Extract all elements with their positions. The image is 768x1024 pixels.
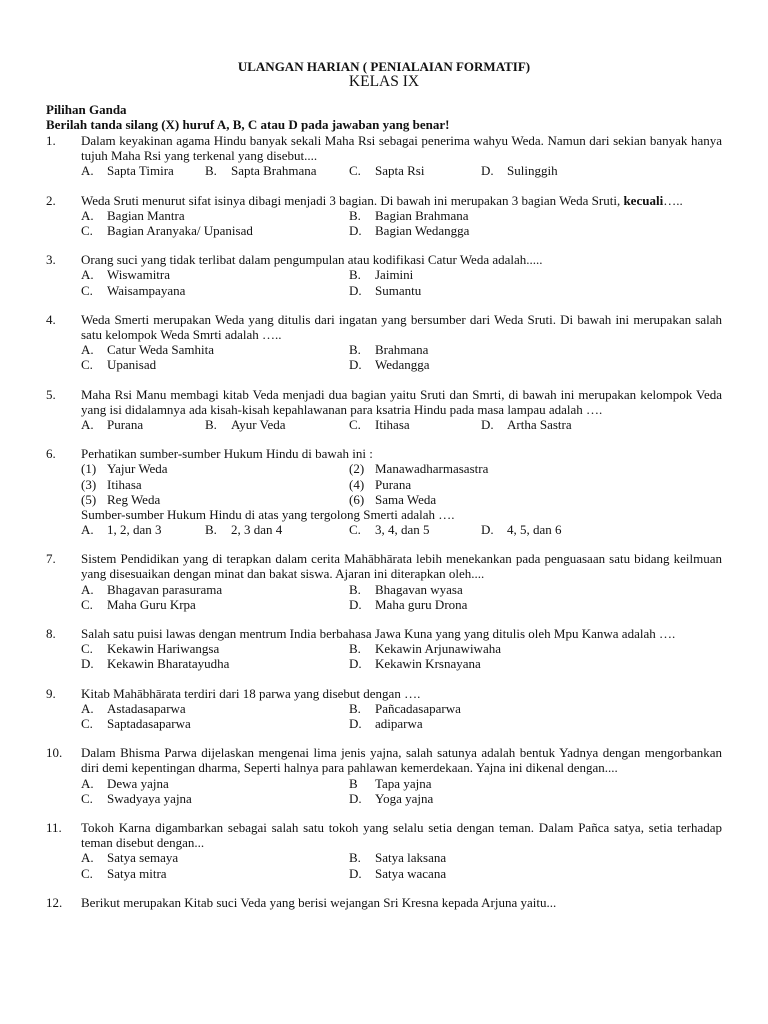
option-letter: A. — [81, 850, 94, 866]
option-letter: B. — [205, 522, 217, 538]
option-letter: A. — [81, 416, 94, 432]
option-text: Waisampayana — [107, 282, 186, 298]
option-letter: A. — [81, 775, 94, 791]
answer-options — [0, 641, 768, 671]
source-list-text: Purana — [375, 476, 412, 492]
question-text — [46, 192, 722, 208]
source-list-text: Manawadharmasastra — [375, 461, 489, 477]
question-number: 11. — [46, 820, 62, 835]
question-body: Perhatikan sumber-sumber Hukum Hindu di bawah ini : — [81, 446, 373, 462]
option-letter: C. — [81, 641, 93, 657]
option-text: Bagian Brahmana — [375, 207, 469, 223]
option-letter: D. — [349, 357, 362, 373]
option-text: adiparwa — [375, 716, 423, 732]
question-number: 10. — [46, 745, 63, 761]
answer-row — [0, 163, 768, 178]
option-letter: A. — [81, 581, 94, 597]
option-text: Wedangga — [375, 357, 430, 373]
option-text: Satya wacana — [375, 865, 447, 881]
option-text: Pañcadasaparwa — [375, 700, 461, 716]
question-number: 8. — [46, 626, 56, 642]
option-letter: B. — [349, 207, 361, 223]
source-list-row — [0, 492, 768, 507]
question-body: Tokoh Karna digambarkan sebagai salah satu tokoh yang selalu setia dengan teman. Dalam Pañca satya, setia terhadap teman disebut dengan... — [81, 820, 722, 851]
answer-options — [0, 776, 768, 806]
question-item — [0, 686, 768, 732]
question-body: Weda Sruti menurut sifat isinya dibagi menjadi 3 bagian. Di bawah ini merupakan 3 bagian Weda Sruti, — [81, 192, 621, 208]
question-item — [0, 626, 768, 672]
page-subtitle: KELAS IX — [348, 73, 420, 90]
option-letter: D. — [349, 865, 362, 881]
answer-row — [0, 597, 768, 612]
option-text: 3, 4, dan 5 — [375, 522, 430, 538]
option-letter: B. — [349, 581, 361, 597]
question-item — [0, 133, 768, 179]
question-ellipsis: ….. — [663, 192, 683, 208]
question-text — [46, 745, 722, 776]
option-letter: A. — [81, 163, 94, 179]
question-item — [0, 252, 768, 298]
option-text: Sapta Brahmana — [231, 163, 317, 179]
question-body: Maha Rsi Manu membagi kitab Veda menjadi dua bagian yaitu Sruti dan Smrti, di bawah ini merupakan kelompok Veda yang isi didalamnya ada kisah-kisah kepahlawanan para ksatria Hindu pada masa lampau adalah …. — [81, 386, 722, 417]
question-item — [0, 312, 768, 373]
answer-row — [0, 342, 768, 357]
question-body: Sistem Pendidikan yang di terapkan dalam cerita Mahābhārata lebih menekankan pada penguasaan satu bidang keilmuan yang disesuaikan dengan minat dan bakat siswa. Ajaran ini diterapkan oleh.... — [81, 551, 722, 582]
answer-options — [0, 417, 768, 432]
source-list-number: (2) — [349, 461, 365, 477]
question-item — [0, 820, 768, 881]
source-list-number: (3) — [81, 476, 97, 492]
option-text: Sumantu — [375, 282, 422, 298]
source-list-text: Sama Weda — [375, 491, 437, 507]
question-text — [46, 685, 722, 701]
option-text: Saptadasaparwa — [107, 716, 191, 732]
answer-options — [0, 267, 768, 297]
option-letter: D. — [349, 222, 362, 238]
source-list-number: (5) — [81, 491, 97, 507]
question-text — [46, 551, 722, 582]
option-text: Upanisad — [107, 357, 157, 373]
option-text: Bhagavan parasurama — [107, 581, 223, 597]
option-letter: C. — [81, 716, 93, 732]
option-text: Bagian Mantra — [107, 207, 185, 223]
question-number: 2. — [46, 192, 56, 208]
question-item — [0, 193, 768, 239]
question-body: Dalam Bhisma Parwa dijelaskan mengenai lima jenis yajna, salah satunya adalah bentuk Yadnya dengan mengorbankan diri demi kepentingan dharma, Seperti halnya para pahlawan kemerdekaan. Yajna ini dikenal dengan.... — [81, 745, 722, 776]
answer-options — [0, 701, 768, 731]
option-letter: C. — [81, 357, 93, 373]
option-text: Sulinggih — [507, 163, 558, 179]
source-list-row — [0, 477, 768, 492]
option-letter: D. — [349, 596, 362, 612]
option-letter: C. — [349, 416, 361, 432]
question-text — [46, 252, 722, 268]
question-number: 5. — [46, 386, 56, 402]
question-text — [46, 446, 722, 462]
option-text: Yoga yajna — [375, 790, 434, 806]
question-body: Weda Smerti merupakan Weda yang ditulis dari ingatan yang bersumber dari Weda Sruti. Di bawah ini merupakan salah satu kelompok Weda Smrti adalah ….. — [81, 311, 722, 342]
answer-row — [0, 866, 768, 881]
option-letter: D. — [481, 163, 494, 179]
answer-options — [0, 208, 768, 238]
option-letter: D. — [481, 522, 494, 538]
answer-row — [0, 417, 768, 432]
option-text: Wiswamitra — [107, 267, 171, 283]
option-text: Satya semaya — [107, 850, 179, 866]
option-text: Bagian Wedangga — [375, 222, 470, 238]
option-letter: C. — [81, 865, 93, 881]
answer-row — [0, 223, 768, 238]
section-heading: Pilihan Ganda — [46, 102, 127, 117]
option-letter: B. — [349, 641, 361, 657]
option-text: Kekawin Bharatayudha — [107, 656, 230, 672]
question-text — [46, 820, 722, 851]
option-text: Kekawin Hariwangsa — [107, 641, 220, 657]
option-text: Tapa yajna — [375, 775, 432, 791]
option-text: Jaimini — [375, 267, 414, 283]
answer-options — [0, 582, 768, 612]
option-text: Ayur Veda — [231, 416, 286, 432]
option-letter: C. — [349, 163, 361, 179]
option-letter: D. — [349, 656, 362, 672]
question-note: Sumber-sumber Hukum Hindu di atas yang tergolong Smerti adalah …. — [81, 506, 455, 522]
option-letter: D. — [349, 282, 362, 298]
answer-options — [0, 850, 768, 880]
answer-row — [0, 641, 768, 656]
option-text: Itihasa — [375, 416, 410, 432]
option-letter: B — [349, 775, 358, 791]
answer-row — [0, 522, 768, 537]
question-body: Salah satu puisi lawas dengan mentrum India berbahasa Jawa Kuna yang yang ditulis oleh Mpu Kanwa adalah …. — [81, 626, 676, 642]
answer-row — [0, 582, 768, 597]
source-list-number: (4) — [349, 476, 365, 492]
answer-row — [0, 716, 768, 731]
option-text: Sapta Rsi — [375, 163, 425, 179]
option-letter: D. — [481, 416, 494, 432]
answer-row — [0, 791, 768, 806]
source-list — [0, 461, 768, 507]
option-letter: C. — [81, 790, 93, 806]
option-text: Dewa yajna — [107, 775, 169, 791]
question-number: 6. — [46, 446, 56, 462]
option-text: Kekawin Arjunawiwaha — [375, 641, 501, 657]
option-letter: B. — [349, 700, 361, 716]
source-list-text: Yajur Weda — [107, 461, 168, 477]
option-letter: C. — [81, 282, 93, 298]
question-item — [0, 745, 768, 806]
answer-row — [0, 850, 768, 865]
option-text: Swadyaya yajna — [107, 790, 192, 806]
question-number: 3. — [46, 252, 56, 268]
answer-options — [0, 342, 768, 372]
question-body: Kitab Mahābhārata terdiri dari 18 parwa yang disebut dengan …. — [81, 685, 421, 701]
question-number: 1. — [46, 133, 56, 148]
question-body: Orang suci yang tidak terlibat dalam pengumpulan atau kodifikasi Catur Weda adalah..... — [81, 252, 543, 268]
option-letter: B. — [349, 342, 361, 358]
answer-row — [0, 267, 768, 282]
option-letter: A. — [81, 522, 94, 538]
answer-options — [0, 522, 768, 537]
source-list-text: Itihasa — [107, 476, 142, 492]
option-text: Satya laksana — [375, 850, 447, 866]
question-list — [0, 133, 768, 910]
option-letter: D. — [349, 716, 362, 732]
option-text: Sapta Timira — [107, 163, 174, 179]
question-item — [0, 551, 768, 612]
option-letter: B. — [205, 416, 217, 432]
option-text: Purana — [107, 416, 144, 432]
question-number: 4. — [46, 311, 56, 327]
question-text — [46, 386, 722, 417]
answer-row — [0, 656, 768, 671]
option-letter: D. — [349, 790, 362, 806]
question-item — [0, 446, 768, 537]
source-list-number: (1) — [81, 461, 97, 477]
option-letter: A. — [81, 700, 94, 716]
option-text: Artha Sastra — [507, 416, 572, 432]
option-letter: B. — [349, 850, 361, 866]
option-letter: C. — [81, 596, 93, 612]
option-text: Bagian Aranyaka/ Upanisad — [107, 222, 253, 238]
source-list-text: Reg Weda — [107, 491, 161, 507]
answer-row — [0, 283, 768, 298]
option-text: Satya mitra — [107, 865, 167, 881]
answer-row — [0, 776, 768, 791]
option-letter: C. — [81, 222, 93, 238]
question-body: Dalam keyakinan agama Hindu banyak sekali Maha Rsi sebagai penerima wahyu Weda. Namun dari sekian banyak hanya tujuh Maha Rsi yang terkenal yang disebut.... — [81, 133, 722, 164]
option-letter: B. — [349, 267, 361, 283]
question-text — [46, 626, 722, 642]
source-list-row — [0, 461, 768, 476]
option-letter: A. — [81, 267, 94, 283]
answer-row — [0, 357, 768, 372]
option-letter: A. — [81, 342, 94, 358]
option-text: Maha guru Drona — [375, 596, 468, 612]
source-list-number: (6) — [349, 491, 365, 507]
question-text — [46, 894, 722, 910]
option-text: Maha Guru Krpa — [107, 596, 196, 612]
answer-row — [0, 208, 768, 223]
option-letter: C. — [349, 522, 361, 538]
option-letter: A. — [81, 207, 94, 223]
section-instruction: Berilah tanda silang (X) huruf A, B, C atau D pada jawaban yang benar! — [46, 117, 450, 132]
option-letter: B. — [205, 163, 217, 179]
question-emphasis: kecuali — [623, 192, 664, 208]
answer-row — [0, 701, 768, 716]
question-number: 7. — [46, 551, 56, 567]
question-item — [0, 387, 768, 433]
question-item — [0, 895, 768, 910]
option-text: Kekawin Krsnayana — [375, 656, 481, 672]
question-number: 9. — [46, 685, 56, 701]
option-text: Bhagavan wyasa — [375, 581, 463, 597]
option-letter: D. — [81, 656, 94, 672]
option-text: 1, 2, dan 3 — [107, 522, 162, 538]
option-text: Catur Weda Samhita — [107, 342, 215, 358]
question-number: 12. — [46, 894, 63, 910]
page-title: ULANGAN HARIAN ( PENIALAIAN FORMATIF) — [237, 59, 531, 74]
option-text: 4, 5, dan 6 — [507, 522, 562, 538]
option-text: 2, 3 dan 4 — [231, 522, 283, 538]
question-text — [46, 311, 722, 342]
question-body: Berikut merupakan Kitab suci Veda yang berisi wejangan Sri Kresna kepada Arjuna yaitu... — [81, 894, 557, 910]
question-text — [46, 133, 722, 164]
option-text: Brahmana — [375, 342, 429, 358]
option-text: Astadasaparwa — [107, 700, 186, 716]
answer-options — [0, 163, 768, 178]
